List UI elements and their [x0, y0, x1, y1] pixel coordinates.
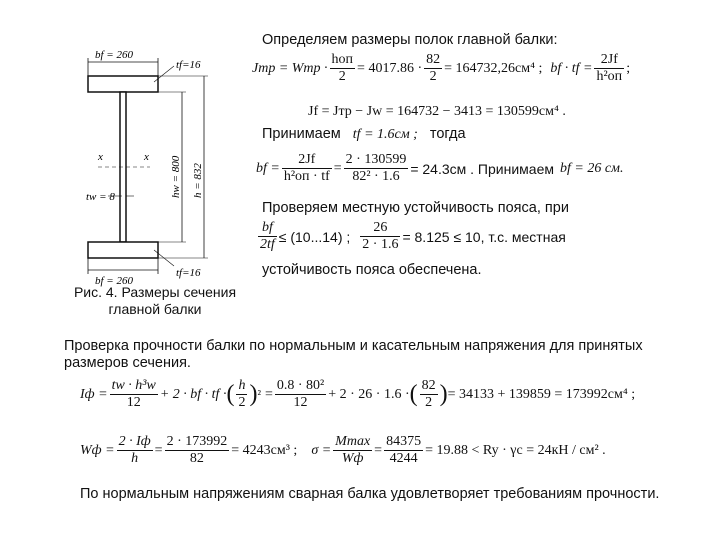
f6-result: = 4243см³ ;: [231, 442, 298, 458]
hw-label: hw = 800: [170, 155, 182, 198]
f4-frac2: $\frac{26}{2 \cdot 1.6}$: [362, 220, 399, 252]
f1-frac1: $\frac{\text{hоп}}{2}$: [331, 52, 354, 84]
f6-frac3: $\frac{Mmax}{Wф}$: [335, 434, 371, 466]
final-conclusion: По нормальным напряжениям сварная балка удовлетворяет требованиям прочности.: [80, 486, 660, 502]
f3-lhs: bf =: [256, 160, 280, 176]
f1-tail: ;: [626, 60, 631, 76]
f5-frac2: $\frac{h}{2}$: [238, 378, 246, 410]
h-label: h = 832: [192, 163, 204, 198]
f1-mid: = 4017.86 ·: [357, 60, 423, 76]
check-stability-heading: Проверяем местную устойчивость пояса, при: [262, 200, 569, 216]
bf-bottom-label: bf = 260: [95, 275, 133, 287]
bottom-flange: [88, 242, 158, 258]
f5-eq: =: [264, 386, 273, 402]
f6-frac1: $\frac{2 \cdot Iф}{h}$: [118, 434, 151, 466]
heading-flanges: Определяем размеры полок главной балки:: [262, 32, 558, 48]
accept-thickness: [262, 126, 466, 143]
f6-lhs: Wф =: [80, 442, 115, 458]
f5-sq: ²: [257, 388, 261, 401]
stability-conclusion: устойчивость пояса обеспечена.: [262, 262, 482, 278]
accept-then: тогда: [429, 126, 466, 142]
figure-caption: [66, 284, 244, 318]
f4-result: = 8.125 ≤ 10, т.с. местная: [402, 228, 566, 245]
bf-top-label: bf = 260: [95, 49, 133, 61]
tf-top-label: tf=16: [176, 59, 201, 71]
strength-line-1: Проверка прочности балки по нормальным и касательным напряжения для принятых: [64, 338, 643, 354]
f5-plus: + 2 · bf · tf ·: [159, 386, 227, 402]
f5-frac3: $\frac{\text{0.8 · 80²}}{12}$: [276, 378, 325, 410]
caption-line-1: Рис. 4. Размеры сечения: [73, 284, 237, 300]
formula-section-modulus: [80, 434, 606, 467]
formula-flange-width: [256, 152, 623, 185]
f1-lhs: Jтр = Wтр ·: [252, 60, 328, 76]
f5-plus2: + 2 · 26 · 1.6 ·: [328, 386, 410, 402]
f4-frac1: $\frac{bf}{2tf}$: [260, 220, 275, 252]
f5-frac4: $\frac{82}{2}$: [421, 378, 436, 410]
formula-required-inertia: [252, 52, 630, 85]
x-left-label: x: [98, 151, 103, 163]
formula-local-stability: [256, 220, 566, 253]
f6-eq2: =: [374, 442, 383, 458]
f5-lhs: Iф =: [80, 386, 108, 402]
f6-eq: =: [154, 442, 163, 458]
accept-tf: tf = 1.6см ;: [352, 127, 418, 142]
i-beam-figure: [58, 38, 248, 288]
accept-label: Принимаем: [262, 126, 341, 142]
tf-bottom-label: tf=16: [176, 267, 201, 279]
tw-label: tw = 8: [86, 191, 115, 203]
strength-check-heading: [64, 338, 643, 372]
f5-frac1: $\frac{\text{tw · h³w}}{12}$: [111, 378, 156, 410]
f3-frac1: $\frac{2Jf}{\text{h²оп · tf}}$: [283, 152, 330, 184]
f6-frac4: $\frac{84375}{4244}$: [386, 434, 422, 466]
formula-flange-inertia: Jf = Jтр − Jw = 164732 − 3413 = 130599см⁴ .: [308, 104, 566, 119]
f1-rhs: bf · tf =: [550, 60, 593, 76]
f6-sigma: σ =: [311, 442, 332, 458]
f1-frac3: $\frac{2Jf}{\text{h²оп}}$: [596, 52, 623, 84]
f6-frac2: $\frac{2 \cdot 173992}{82}$: [166, 434, 228, 466]
f3-result: = 24.3см . Принимаем: [410, 160, 554, 177]
f3-accepted: bf = 26 см.: [559, 160, 624, 176]
top-flange: [88, 76, 158, 92]
f4-cond: ≤ (10...14) ;: [278, 228, 351, 245]
x-right-label: x: [144, 151, 149, 163]
f3-frac2: $\frac{2 \cdot 130599}{\text{82² · 1.6}}$: [345, 152, 407, 184]
f1-result: = 164732,26см⁴ ;: [444, 60, 543, 76]
caption-line-2: главной балки: [108, 301, 202, 317]
f1-frac2: $\frac{82}{2}$: [426, 52, 441, 84]
formula-section-inertia: Iф = $\frac{\text{tw · h³w}}{12}$ + 2 · bf · tf · ( $\frac{h}{2}$ ) ² = $\frac{\text{0.8 · 80²}}{12}$ + 2 · 26 · 1.6 · ( $\frac{82}{2}$ ) = 34133 + 139859 = 173992см⁴ ;: [80, 378, 636, 410]
f6-result2: = 19.88 < Ry · γc = 24кН / см² .: [425, 442, 606, 458]
strength-line-2: размеров сечения.: [64, 355, 191, 371]
f5-result: = 34133 + 139859 = 173992см⁴ ;: [447, 386, 636, 402]
f3-eq: =: [333, 160, 342, 176]
